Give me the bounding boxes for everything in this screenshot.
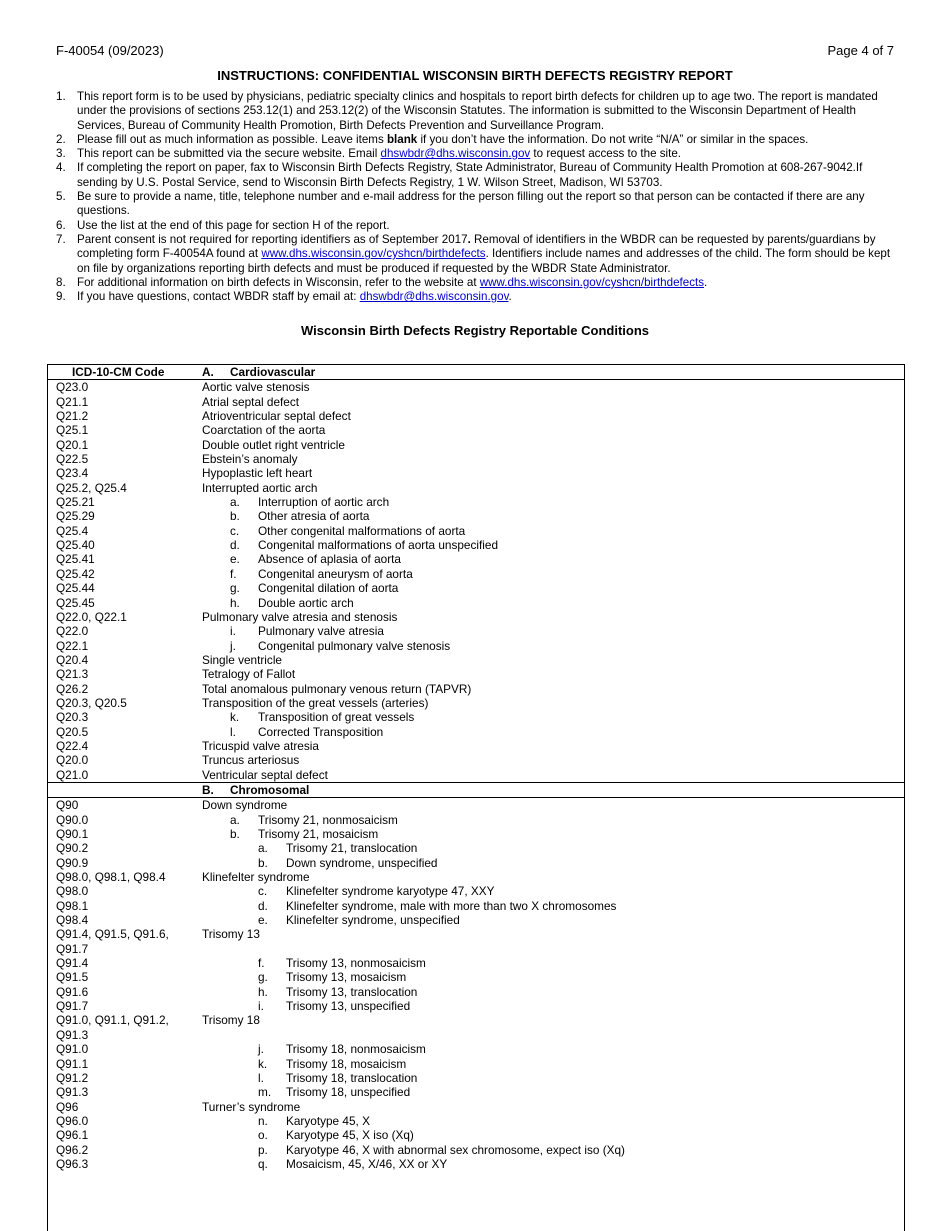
condition-row bbox=[48, 610, 904, 624]
instruction-number: 3. bbox=[56, 147, 66, 161]
instruction-text: For additional information on birth defects in Wisconsin, refer to the website at bbox=[77, 275, 480, 289]
instruction-bold-text: . bbox=[467, 232, 475, 246]
subitem-name: Congenital aneurysm of aorta bbox=[258, 566, 413, 581]
icd-code: Q91.6 bbox=[56, 984, 89, 999]
condition-row bbox=[48, 899, 904, 913]
condition-row bbox=[48, 481, 904, 495]
icd-code: Q98.0 bbox=[56, 884, 89, 899]
condition-row bbox=[48, 956, 904, 970]
subitem-letter: k. bbox=[230, 710, 240, 725]
instruction-text: Removal of identifiers in the WBDR can be requested by parents/guardians by completing form F-40054A found at bbox=[77, 232, 876, 261]
instruction-text: to request access to the site. bbox=[530, 147, 682, 161]
icd-code: Q23.4 bbox=[56, 466, 89, 481]
condition-row bbox=[48, 380, 904, 394]
icd-code: Q91.4, Q91.5, Q91.6, bbox=[56, 927, 169, 942]
condition-row bbox=[48, 753, 904, 767]
condition-row bbox=[48, 1128, 904, 1142]
subitem-letter: l. bbox=[230, 724, 236, 739]
icd-code: Q21.1 bbox=[56, 394, 89, 409]
condition-row bbox=[48, 768, 904, 783]
icd-code: Q22.4 bbox=[56, 738, 89, 753]
subitem-name: Klinefelter syndrome, male with more than two X chromosomes bbox=[286, 898, 617, 913]
condition-row bbox=[48, 452, 904, 466]
condition-row bbox=[48, 1057, 904, 1071]
instruction-text: if you don’t have the information. Do not write “N/A” or similar in the spaces. bbox=[417, 132, 809, 146]
subitem-name: Karyotype 45, X bbox=[286, 1113, 370, 1128]
subitem-letter: d. bbox=[230, 538, 240, 553]
subitem-name: Trisomy 13, mosaicism bbox=[286, 970, 407, 985]
condition-row bbox=[48, 1157, 904, 1171]
subitem-letter: a. bbox=[258, 841, 268, 856]
subitem-letter: k. bbox=[258, 1056, 268, 1071]
condition-name: Coarctation of the aorta bbox=[202, 423, 326, 438]
icd-code: Q21.0 bbox=[56, 767, 89, 782]
subitem-letter: a. bbox=[230, 812, 240, 827]
subitem-letter: j. bbox=[258, 1042, 264, 1057]
condition-name: Pulmonary valve atresia and stenosis bbox=[202, 609, 398, 624]
icd-code: Q25.44 bbox=[56, 581, 95, 596]
subitem-name: Karyotype 45, X iso (Xq) bbox=[286, 1128, 414, 1143]
condition-row bbox=[48, 1013, 904, 1027]
icd-code: Q91.0 bbox=[56, 1042, 89, 1057]
instruction-item bbox=[56, 147, 896, 161]
subitem-letter: n. bbox=[258, 1113, 268, 1128]
subitem-name: Congenital pulmonary valve stenosis bbox=[258, 638, 451, 653]
icd-code: Q90.2 bbox=[56, 841, 89, 856]
section-name: Chromosomal bbox=[230, 782, 310, 797]
instruction-text: Please fill out as much information as possible. Leave items bbox=[77, 132, 387, 146]
subitem-name: Trisomy 13, unspecified bbox=[286, 999, 411, 1014]
instruction-bold-text: blank bbox=[386, 132, 418, 146]
condition-name: Atrioventricular septal defect bbox=[202, 409, 351, 424]
conditions-title: Wisconsin Birth Defects Registry Reportable Conditions bbox=[300, 323, 650, 338]
instruction-text: . Identifiers include names and addresses of the child. The form should be kept on file by organizations reporting birth defects and must be produced if requested by the WBDR State Administrator. bbox=[77, 247, 891, 275]
icd-code: Q25.40 bbox=[56, 538, 95, 553]
subitem-name: Trisomy 21, translocation bbox=[286, 841, 418, 856]
subitem-letter: g. bbox=[258, 970, 268, 985]
condition-name: Truncus arteriosus bbox=[202, 753, 300, 768]
icd-code: Q20.3 bbox=[56, 710, 89, 725]
condition-name: Klinefelter syndrome bbox=[202, 870, 310, 885]
condition-row bbox=[48, 581, 904, 595]
condition-row bbox=[48, 524, 904, 538]
subitem-name: Klinefelter syndrome, unspecified bbox=[286, 913, 460, 928]
condition-row bbox=[48, 870, 904, 884]
instruction-item bbox=[56, 190, 896, 219]
condition-row bbox=[48, 884, 904, 898]
subitem-letter: q. bbox=[258, 1156, 268, 1171]
condition-name: Hypoplastic left heart bbox=[202, 466, 313, 481]
subitem-name: Trisomy 18, mosaicism bbox=[286, 1056, 407, 1071]
subitem-name: Absence of aplasia of aorta bbox=[258, 552, 401, 567]
instruction-number: 8. bbox=[56, 275, 66, 289]
icd-code: Q26.2 bbox=[56, 681, 89, 696]
instruction-text: Use the list at the end of this page for section H of the report. bbox=[77, 218, 390, 232]
condition-row bbox=[48, 1100, 904, 1114]
icd-code: Q91.0, Q91.1, Q91.2, bbox=[56, 1013, 169, 1028]
instructions-list bbox=[56, 90, 896, 304]
icd-code: Q90.9 bbox=[56, 855, 89, 870]
condition-name: Ventricular septal defect bbox=[202, 767, 328, 782]
instruction-number: 4. bbox=[56, 161, 66, 175]
subitem-name: Pulmonary valve atresia bbox=[258, 624, 384, 639]
instruction-text: Be sure to provide a name, title, telephone number and e-mail address for the person filling out the report so that person can be contacted if there are any questions. bbox=[77, 190, 865, 218]
subitem-letter: b. bbox=[230, 509, 240, 524]
condition-name: Transposition of the great vessels (arteries) bbox=[202, 695, 429, 710]
condition-name: Trisomy 13 bbox=[202, 927, 260, 942]
instruction-item bbox=[56, 276, 896, 290]
icd-code: Q25.21 bbox=[56, 495, 95, 510]
instruction-item bbox=[56, 90, 896, 133]
code-column-header: ICD-10-CM Code bbox=[72, 365, 165, 379]
icd-code: Q91.5 bbox=[56, 970, 89, 985]
icd-code: Q90.1 bbox=[56, 827, 89, 841]
condition-row bbox=[48, 438, 904, 452]
condition-row bbox=[48, 1114, 904, 1128]
section-name: Cardiovascular bbox=[230, 365, 316, 379]
icd-code: Q96.2 bbox=[56, 1142, 89, 1157]
condition-row bbox=[48, 739, 904, 753]
subitem-letter: i. bbox=[230, 624, 236, 639]
instruction-number: 2. bbox=[56, 132, 66, 146]
condition-row bbox=[48, 856, 904, 870]
condition-row bbox=[48, 999, 904, 1013]
icd-code: Q25.29 bbox=[56, 509, 95, 524]
subitem-name: Trisomy 18, unspecified bbox=[286, 1085, 411, 1100]
condition-row bbox=[48, 942, 904, 956]
condition-name: Aortic valve stenosis bbox=[202, 380, 310, 395]
instruction-number: 6. bbox=[56, 218, 66, 232]
section-letter: A. bbox=[202, 365, 214, 379]
subitem-name: Trisomy 18, nonmosaicism bbox=[286, 1042, 426, 1057]
subitem-name: Corrected Transposition bbox=[258, 724, 384, 739]
condition-row bbox=[48, 395, 904, 409]
instruction-link[interactable]: www.dhs.wisconsin.gov/cyshcn/birthdefects bbox=[261, 247, 486, 261]
instruction-text: . bbox=[508, 290, 512, 304]
condition-name: Total anomalous pulmonary venous return (TAPVR) bbox=[202, 681, 472, 696]
icd-code: Q23.0 bbox=[56, 380, 89, 395]
condition-row bbox=[48, 653, 904, 667]
subitem-letter: f. bbox=[230, 566, 237, 581]
instruction-text: Parent consent is not required for reporting identifiers as of September 2017 bbox=[77, 232, 468, 246]
subitem-name: Other congenital malformations of aorta bbox=[258, 523, 466, 538]
icd-code: Q91.7 bbox=[56, 941, 89, 956]
subitem-name: Other atresia of aorta bbox=[258, 509, 370, 524]
icd-code: Q96 bbox=[56, 1099, 79, 1114]
instruction-item bbox=[56, 133, 896, 147]
section-letter: B. bbox=[202, 782, 214, 797]
subitem-letter: c. bbox=[230, 523, 240, 538]
instruction-item bbox=[56, 290, 896, 304]
subitem-name: Interruption of aortic arch bbox=[258, 495, 390, 510]
condition-name: Ebstein’s anomaly bbox=[202, 452, 298, 467]
icd-code: Q20.5 bbox=[56, 724, 89, 739]
icd-code: Q22.0, Q22.1 bbox=[56, 609, 127, 624]
icd-code: Q25.41 bbox=[56, 552, 95, 567]
subitem-name: Karyotype 46, X with abnormal sex chromosome, expect iso (Xq) bbox=[286, 1142, 625, 1157]
subitem-letter: b. bbox=[230, 827, 240, 841]
subitem-letter: p. bbox=[258, 1142, 268, 1157]
condition-row bbox=[48, 466, 904, 480]
icd-code: Q91.4 bbox=[56, 956, 89, 971]
condition-row bbox=[48, 813, 904, 827]
icd-code: Q91.1 bbox=[56, 1056, 89, 1071]
icd-code: Q25.42 bbox=[56, 566, 95, 581]
form-id: F-40054 (09/2023) bbox=[56, 43, 164, 58]
subitem-letter: e. bbox=[258, 913, 268, 928]
condition-row bbox=[48, 409, 904, 423]
condition-name: Down syndrome bbox=[202, 798, 288, 813]
section-header-row bbox=[48, 365, 904, 380]
subitem-name: Congenital dilation of aorta bbox=[258, 581, 399, 596]
subitem-letter: a. bbox=[230, 495, 240, 510]
condition-row bbox=[48, 682, 904, 696]
subitem-letter: h. bbox=[258, 984, 268, 999]
icd-code: Q20.3, Q20.5 bbox=[56, 695, 127, 710]
subitem-name: Trisomy 21, nonmosaicism bbox=[258, 812, 398, 827]
icd-code: Q22.5 bbox=[56, 452, 89, 467]
section-header-row bbox=[48, 783, 904, 798]
icd-code: Q25.45 bbox=[56, 595, 95, 610]
instruction-number: 5. bbox=[56, 190, 66, 204]
subitem-letter: l. bbox=[258, 1070, 264, 1085]
subitem-name: Trisomy 21, mosaicism bbox=[258, 827, 379, 841]
condition-row bbox=[48, 1143, 904, 1157]
condition-row bbox=[48, 552, 904, 566]
condition-row bbox=[48, 913, 904, 927]
condition-row bbox=[48, 827, 904, 841]
condition-row bbox=[48, 1085, 904, 1099]
icd-code: Q22.1 bbox=[56, 638, 89, 653]
instruction-number: 7. bbox=[56, 232, 66, 246]
condition-row bbox=[48, 423, 904, 437]
condition-row bbox=[48, 1028, 904, 1042]
subitem-letter: i. bbox=[258, 999, 264, 1014]
instruction-text: If you have questions, contact WBDR staff by email at: bbox=[77, 290, 360, 304]
icd-code: Q25.2, Q25.4 bbox=[56, 480, 127, 495]
condition-row bbox=[48, 725, 904, 739]
condition-row bbox=[48, 567, 904, 581]
subitem-name: Trisomy 13, nonmosaicism bbox=[286, 956, 426, 971]
icd-code: Q21.3 bbox=[56, 667, 89, 682]
condition-name: Trisomy 18 bbox=[202, 1013, 260, 1028]
instruction-link[interactable]: dhswbdr@dhs.wisconsin.gov bbox=[380, 147, 531, 161]
condition-row bbox=[48, 667, 904, 681]
subitem-letter: d. bbox=[258, 898, 268, 913]
subitem-name: Down syndrome, unspecified bbox=[286, 855, 438, 870]
instruction-text: This report can be submitted via the secure website. Email bbox=[77, 147, 381, 161]
condition-row bbox=[48, 1071, 904, 1085]
subitem-letter: e. bbox=[230, 552, 240, 567]
instruction-text: If completing the report on paper, fax to Wisconsin Birth Defects Registry, State Administrator, Bureau of Community Health Promotion at 608-267-9042.If sending by U.S. Postal Service, send to Wisconsin Birth Defects Registry, 1 W. Wilson Street, Madison, WI 53703. bbox=[77, 161, 863, 189]
subitem-name: Klinefelter syndrome karyotype 47, XXY bbox=[286, 884, 495, 899]
condition-row bbox=[48, 927, 904, 941]
icd-code: Q90 bbox=[56, 798, 79, 813]
condition-name: Tricuspid valve atresia bbox=[202, 738, 319, 753]
icd-code: Q98.0, Q98.1, Q98.4 bbox=[56, 870, 166, 885]
condition-row bbox=[48, 970, 904, 984]
subitem-letter: f. bbox=[258, 956, 265, 971]
instruction-item bbox=[56, 219, 896, 233]
subitem-letter: h. bbox=[230, 595, 240, 610]
condition-row bbox=[48, 1042, 904, 1056]
icd-code: Q96.3 bbox=[56, 1156, 89, 1171]
condition-row bbox=[48, 985, 904, 999]
subitem-name: Transposition of great vessels bbox=[258, 710, 415, 725]
icd-code: Q20.0 bbox=[56, 753, 89, 768]
instruction-item bbox=[56, 233, 896, 276]
subitem-name: Double aortic arch bbox=[258, 595, 354, 610]
condition-row bbox=[48, 710, 904, 724]
condition-row bbox=[48, 509, 904, 523]
subitem-name: Trisomy 13, translocation bbox=[286, 984, 418, 999]
icd-code: Q25.4 bbox=[56, 523, 89, 538]
instruction-text: . bbox=[704, 275, 708, 289]
condition-row bbox=[48, 538, 904, 552]
condition-row bbox=[48, 495, 904, 509]
subitem-letter: o. bbox=[258, 1128, 268, 1143]
instruction-link[interactable]: dhswbdr@dhs.wisconsin.gov bbox=[359, 290, 509, 304]
instruction-number: 1. bbox=[56, 90, 66, 103]
condition-row bbox=[48, 696, 904, 710]
condition-row bbox=[48, 639, 904, 653]
instruction-item bbox=[56, 161, 896, 190]
icd-code: Q21.2 bbox=[56, 409, 89, 424]
subitem-letter: b. bbox=[258, 855, 268, 870]
condition-row bbox=[48, 798, 904, 812]
icd-code: Q91.7 bbox=[56, 999, 89, 1014]
instruction-link[interactable]: www.dhs.wisconsin.gov/cyshcn/birthdefects bbox=[479, 275, 705, 289]
icd-code: Q91.2 bbox=[56, 1070, 89, 1085]
conditions-table bbox=[47, 364, 905, 1231]
subitem-letter: g. bbox=[230, 581, 240, 596]
condition-name: Single ventricle bbox=[202, 652, 282, 667]
condition-name: Tetralogy of Fallot bbox=[202, 667, 296, 682]
icd-code: Q22.0 bbox=[56, 624, 89, 639]
condition-row bbox=[48, 841, 904, 855]
icd-code: Q20.1 bbox=[56, 437, 89, 452]
icd-code: Q90.0 bbox=[56, 812, 89, 827]
page-number: Page 4 of 7 bbox=[827, 43, 894, 58]
instruction-number: 9. bbox=[56, 290, 66, 304]
icd-code: Q96.0 bbox=[56, 1113, 89, 1128]
subitem-letter: m. bbox=[258, 1085, 272, 1100]
icd-code: Q91.3 bbox=[56, 1027, 89, 1042]
subitem-name: Mosaicism, 45, X/46, XX or XY bbox=[286, 1156, 448, 1171]
instruction-text: This report form is to be used by physicians, pediatric specialty clinics and hospitals to report birth defects for children up to age two. The report is mandated under the provisions of sections 253.12(1) and 253.12(2) of the Wisconsin Statutes. The information is submitted to the Wisconsin Department of Health Services, Bureau of Community Health Promotion, Birth Defects Prevention and Surveillance Program. bbox=[77, 90, 878, 132]
subitem-name: Trisomy 18, translocation bbox=[286, 1070, 418, 1085]
icd-code: Q91.3 bbox=[56, 1085, 89, 1100]
condition-row bbox=[48, 624, 904, 638]
subitem-name: Congenital malformations of aorta unspecified bbox=[258, 538, 499, 553]
icd-code: Q20.4 bbox=[56, 652, 89, 667]
condition-name: Turner’s syndrome bbox=[202, 1099, 301, 1114]
page-title: INSTRUCTIONS: CONFIDENTIAL WISCONSIN BIRTH DEFECTS REGISTRY REPORT bbox=[217, 68, 733, 83]
icd-code: Q98.1 bbox=[56, 898, 89, 913]
condition-row bbox=[48, 596, 904, 610]
icd-code: Q25.1 bbox=[56, 423, 89, 438]
condition-name: Interrupted aortic arch bbox=[202, 480, 318, 495]
subitem-letter: c. bbox=[258, 884, 268, 899]
icd-code: Q96.1 bbox=[56, 1128, 89, 1143]
condition-name: Atrial septal defect bbox=[202, 394, 300, 409]
condition-name: Double outlet right ventricle bbox=[202, 437, 345, 452]
subitem-letter: j. bbox=[230, 638, 236, 653]
icd-code: Q98.4 bbox=[56, 913, 89, 928]
